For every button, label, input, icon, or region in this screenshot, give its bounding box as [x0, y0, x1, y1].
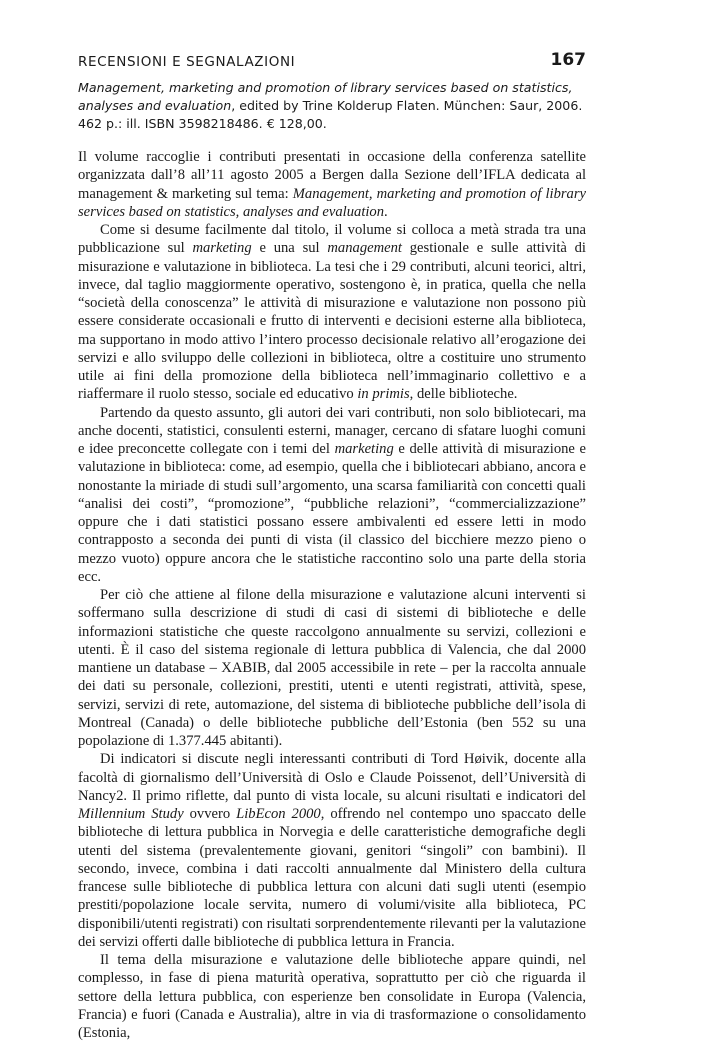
italic-term: Millennium Study [78, 806, 184, 822]
text-run: Partendo da questo assunto, gli autori dei vari contributi, non solo bibliotecari, ma anche docenti, statistici, consulenti esterni, manager, cercano di sfatare luoghi comuni e idee preconcette collegate con i temi del [78, 404, 586, 457]
italic-term: LibEcon 2000 [236, 806, 321, 822]
paragraph-4: Per ciò che attiene al filone della misurazione e valutazione alcuni interventi si soffermano sulla descrizione di studi di casi di sistemi di biblioteche e delle informazioni statistiche che queste raccolgono annualmente su servizi, collezioni e utenti. È il caso del sistema regionale di lettura pubblica di Valencia, che dal 2000 mantiene un database – XABIB, dal 2005 accessibile in rete – per la raccolta annuale dei dati su personale, collezioni, prestiti, utenti e utenti registrati, attività, spese, servizi, servizi di rete, automazione, del sistema di biblioteche pubbliche dell’isola di Montreal (Canada) o delle biblioteche pubbliche dell’Estonia (ben 552 su una popolazione di 1.377.445 abitanti). [78, 587, 586, 749]
text-run: . [384, 203, 388, 220]
italic-term: in primis [357, 386, 410, 403]
paragraph-1 [78, 148, 586, 221]
section-label: RECENSIONI E SEGNALAZIONI [78, 54, 296, 70]
paragraph-3 [78, 404, 586, 587]
paragraph-2 [78, 221, 586, 404]
running-head [78, 50, 586, 76]
text-run: Come si desume facilmente dal titolo, il volume si colloca a metà strada tra una pubblicazione sul [78, 222, 586, 257]
text-run: , offrendo nel contempo uno spaccato delle biblioteche di lettura pubblica in Norvegia e delle caratteristiche demografiche degli utenti del sistema (prevalentemente giovani, genitori “singoli” con bambini). Il secondo, invece, combina i dati raccolti annualmente dal Ministero della cultura francese sulle biblioteche di pubblica lettura con alcuni dati sugli utenti (esempio prestiti/popolazione locale servita, numero di volumi/visite alla biblioteca, PC disponibili/utenti registrati) con risultati sorprendentemente rilevanti per la valutazione dei servizi offerti dalle biblioteche di pubblica lettura in Francia. [78, 806, 586, 950]
text-run: Il volume raccoglie i contributi presentati in occasione della conferenza satellite organizzata dall’8 all’11 agosto 2005 a Bergen dalla Sezione dell’IFLA dedicata al management & marketing sul tema: [78, 149, 586, 202]
italic-term: management [327, 240, 402, 257]
review-bibliographic-entry [78, 79, 588, 133]
italic-title: Management, marketing and promotion of library services based on statistics, analyses and evaluation [78, 185, 587, 220]
text-run: , delle biblioteche. [409, 386, 518, 403]
italic-term: marketing [192, 240, 252, 257]
paragraph-6: Il tema della misurazione e valutazione delle biblioteche appare quindi, nel complesso, in fase di piena maturità operativa, soprattutto per ciò che riguarda il settore della lettura pubblica, con esperienze ben consolidate in Europa (Valencia, Francia) e fuori (Canada e Australia), altre in via di trasformazione o consolidamento (Estonia, [78, 952, 586, 1041]
text-run: Di indicatori si discute negli interessanti contributi di Tord Høivik, docente alla facoltà di giornalismo dell’Università di Oslo e Claude Poissenot, dell’Università di Nancy2. Il primo riflette, dal punto di vista locale, su alcuni risultati e indicatori del [78, 751, 586, 804]
text-run: e delle attività di misurazione e valutazione in biblioteca: come, ad esempio, quella che i bibliotecari abbiano, ancora e nonostante la miriade di studi sull’argomento, una scarsa familiarità con concetti quali “analisi dei costi”, “promozione”, “pubbliche relazioni”, “commercializzazione” oppure che i dati statistici possano essere ambivalenti ed essere letti in modo contrapposto a seconda dei punti di vista (il classico del bicchiere mezzo pieno o mezzo vuoto) oppure ancora che le statistiche raccontino solo una parte della storia ecc. [78, 441, 587, 585]
page-number: 167 [550, 50, 586, 70]
publication-details: , edited by Trine Kolderup Flaten. München: Saur, 2006. 462 p.: ill. ISBN 3598218486. € 128,00. [78, 98, 583, 131]
text-run: ovvero [183, 806, 237, 822]
book-title: Management, marketing and promotion of library services based on statistics, analyses and evaluation [78, 80, 573, 113]
italic-term: marketing [334, 441, 394, 457]
text-run: gestionale e sulle attività di misurazione e valutazione in biblioteca. La tesi che i 29 contributi, alcuni teorici, altri, invece, dal taglio maggiormente operativo, sostengono è, in pratica, quella che nella “società della conoscenza” le attività di misurazione e valutazione non possono più essere considerate occasionali e frutto di interventi e decisioni esterne alla biblioteca, ma supportano in modo attivo l’intero processo decisionale relativo all’erogazione dei servizi e allo sviluppo delle collezioni in biblioteca, oltre a costituire uno strumento utile ai fini della promozione della biblioteca nell’immaginario collettivo e a riaffermare il ruolo stesso, sociale ed educativo [78, 240, 586, 403]
review-body [78, 148, 586, 1042]
paragraph-5 [78, 750, 586, 951]
text-run: e una sul [251, 240, 328, 257]
